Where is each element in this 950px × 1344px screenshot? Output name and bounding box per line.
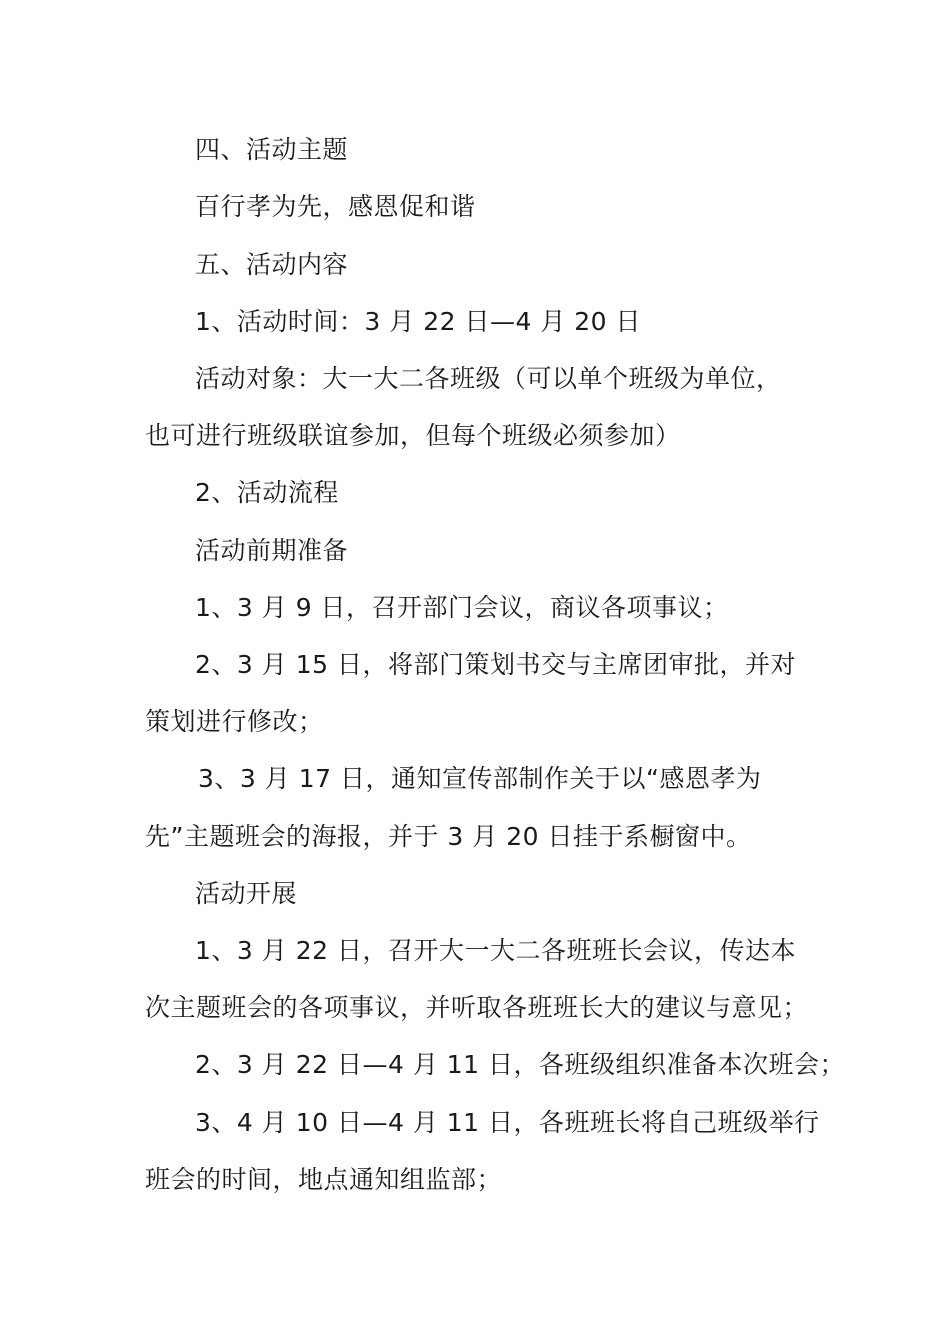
paragraph-line: 次主题班会的各项事议，并听取各班班长大的建议与意见； <box>145 993 809 1022</box>
paragraph-line: 2、3 月 22 日—4 月 11 日，各班级组织准备本次班会； <box>195 1050 846 1079</box>
paragraph-line: 策划进行修改； <box>145 707 324 736</box>
paragraph-line: 班会的时间，地点通知组监部； <box>145 1165 503 1194</box>
paragraph-line: 1、3 月 22 日，召开大一大二各班班长会议，传达本 <box>195 936 796 965</box>
theme-text: 百行孝为先，感恩促和谐 <box>195 192 476 221</box>
subheading-activity-conduct: 活动开展 <box>195 879 298 908</box>
paragraph-line: 1、3 月 9 日，召开部门会议，商议各项事议； <box>195 593 729 622</box>
paragraph-line: 3、4 月 10 日—4 月 11 日，各班班长将自己班级举行 <box>195 1108 820 1137</box>
paragraph-line: 2、活动流程 <box>195 478 339 507</box>
heading-activity-content: 五、活动内容 <box>195 250 349 279</box>
subheading-preparation: 活动前期准备 <box>195 536 349 565</box>
paragraph-line: 活动对象：大一大二各班级（可以单个班级为单位， <box>195 364 782 393</box>
paragraph-line: 1、活动时间：3 月 22 日—4 月 20 日 <box>195 307 642 336</box>
paragraph-line: 2、3 月 15 日，将部门策划书交与主席团审批，并对 <box>195 650 796 679</box>
paragraph-line: 先”主题班会的海报，并于 3 月 20 日挂于系橱窗中。 <box>145 822 752 851</box>
paragraph-line: 3、3 月 17 日，通知宣传部制作关于以“感恩孝为 <box>198 764 762 793</box>
paragraph-line: 也可进行班级联谊参加，但每个班级必须参加） <box>145 421 681 450</box>
heading-activity-theme: 四、活动主题 <box>195 135 349 164</box>
